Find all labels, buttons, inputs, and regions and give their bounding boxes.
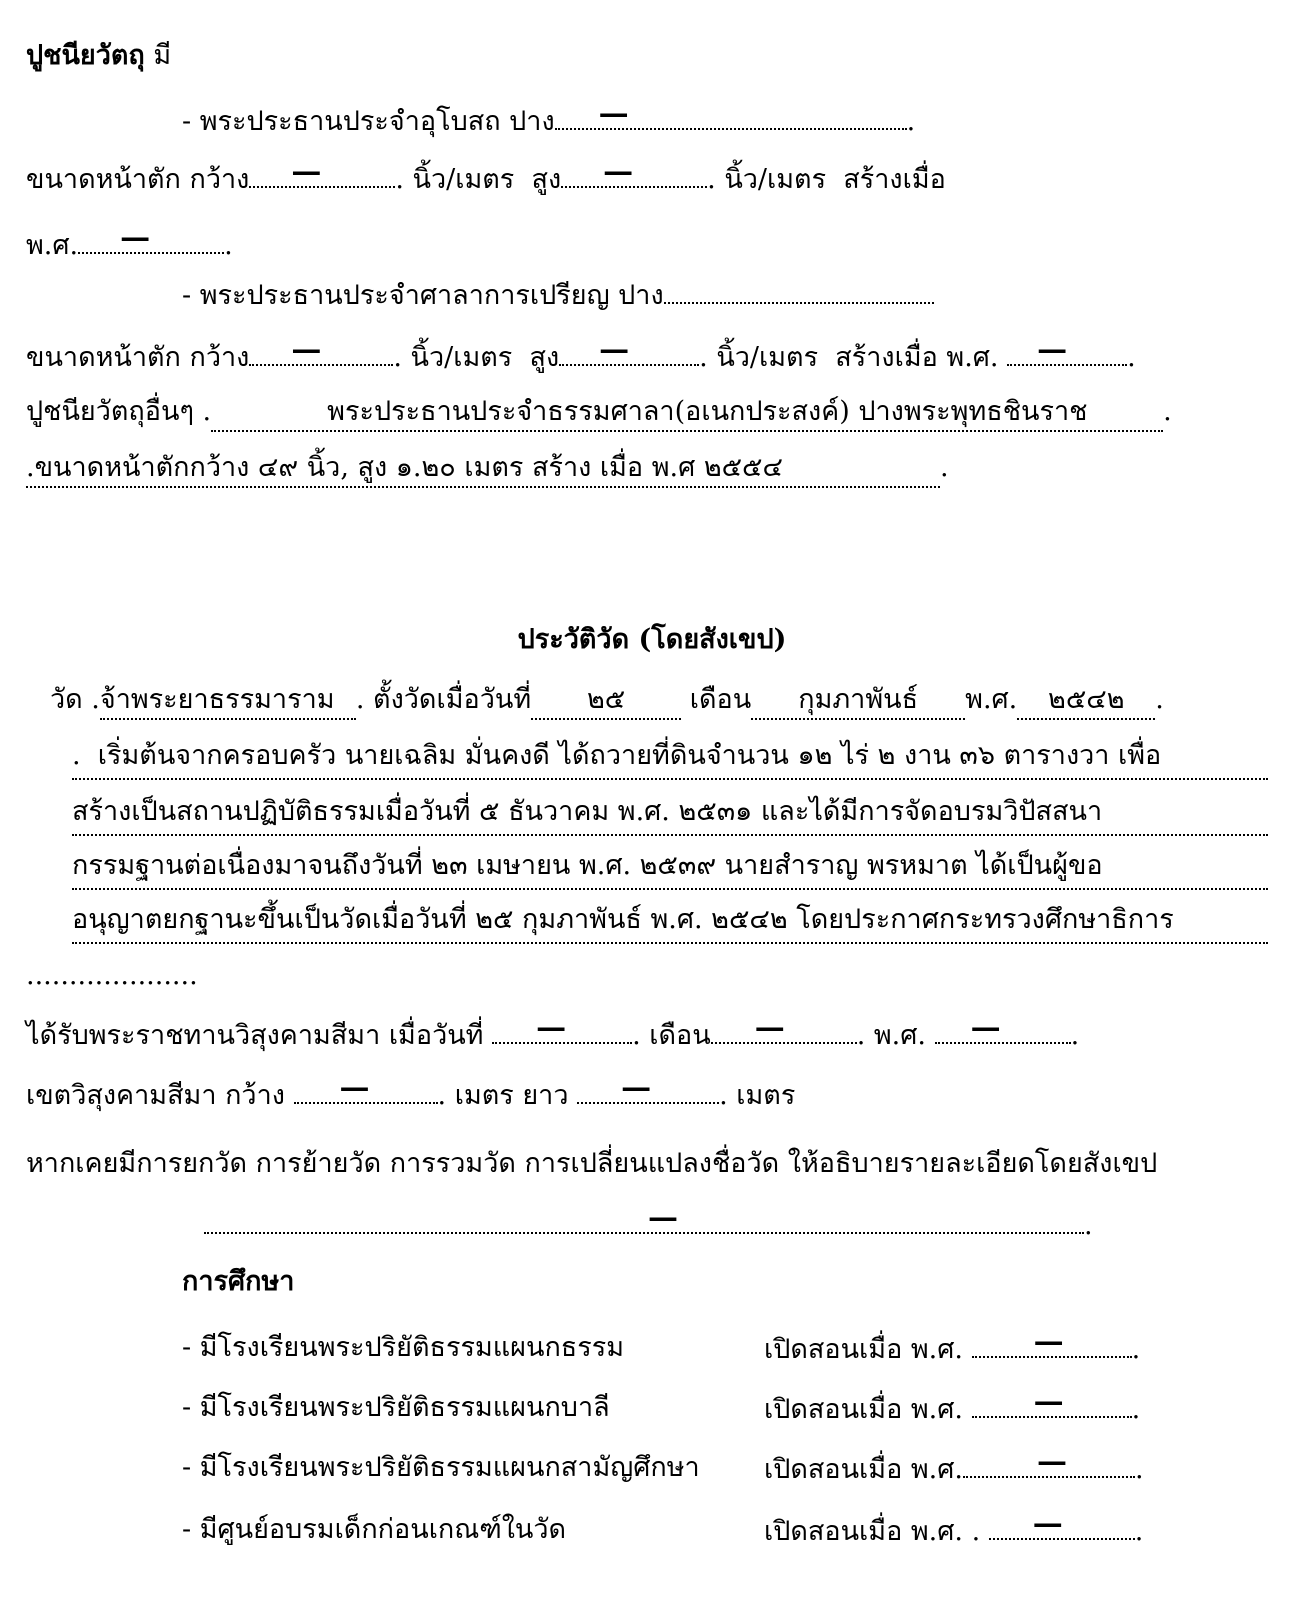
dash-mark: —	[970, 1010, 1001, 1045]
education-open-1: เปิดสอนเมื่อ พ.ศ. — .	[764, 1324, 1141, 1365]
sala-posture-field	[664, 276, 934, 304]
other-size: ขนาดหน้าตักกว้าง ๔๙ นิ้ว, สูง ๑.๒๐ เมตร สร้าง เมื่อ พ.ศ ๒๕๕๔	[34, 452, 783, 483]
changes-answer-field	[204, 1200, 1084, 1235]
objects-heading: ปูชนียวัตถุ	[26, 40, 145, 71]
other-objects-line: ปูชนียวัตถุอื่นๆ . พระประธานประจำธรรมศาลา(อเนกประสงค์) ปางพระพุทธชินราช .	[26, 394, 1172, 434]
ubosot-year-line: พ.ศ. — .	[26, 220, 233, 261]
built-label: สร้างเมื่อ	[843, 164, 946, 195]
open-label: เปิดสอนเมื่อ พ.ศ.	[764, 1394, 963, 1425]
sala-label: - พระประธานประจำศาลาการเปรียญ ปาง	[182, 280, 664, 311]
built-ps-label: สร้างเมื่อ พ.ศ.	[835, 342, 999, 373]
education-label: - มีโรงเรียนพระปริยัติธรรมแผนกบาลี	[182, 1392, 610, 1423]
ps-label: พ.ศ.	[26, 230, 79, 261]
wat-name-field	[100, 682, 356, 720]
year-field	[1017, 682, 1155, 720]
wisung-year-field	[935, 1010, 1071, 1045]
dash-mark: —	[120, 220, 151, 255]
month-value: กุมภาพันธ์	[798, 684, 919, 715]
history-para-line-1: . เริ่มต้นจากครอบครัว นายเฉลิม มั่นคงดี ได้ถวายที่ดินจำนวน ๑๒ ไร่ ๒ งาน ๓๖ ตารางวา เพื่อ	[72, 738, 1268, 780]
unit-label: นิ้ว/เมตร	[410, 342, 513, 373]
history-para-line-3	[72, 848, 1268, 890]
founded-label: ตั้งวัดเมื่อวันที่	[373, 684, 532, 715]
history-text: เริ่มต้นจากครอบครัว นายเฉลิม มั่นคงดี ได้ถวายที่ดินจำนวน ๑๒ ไร่ ๒ งาน ๓๖ ตารางวา เพื่อ	[97, 740, 1162, 771]
wisung-day-field	[492, 1010, 632, 1045]
history-para-line-4	[72, 902, 1268, 944]
dash-mark: —	[291, 332, 322, 367]
open-label: เปิดสอนเมื่อ พ.ศ.	[764, 1334, 963, 1365]
dash-mark: —	[1033, 1384, 1064, 1419]
dash-mark: —	[291, 154, 322, 189]
open-year-field	[963, 1444, 1135, 1479]
ubosot-line: - พระประธานประจำอุโบสถ ปาง — .	[182, 96, 916, 137]
history-heading: ประวัติวัด (โดยสังเขป)	[517, 624, 787, 655]
month-label: เดือน	[689, 684, 752, 715]
history-text: กรรมฐานต่อเนื่องมาจนถึงวันที่ ๒๓ เมษายน พ.ศ. ๒๕๓๙ นายสำราญ พรหมาต ได้เป็นผู้ขอ	[72, 850, 1103, 881]
wisung-month-field	[711, 1010, 857, 1045]
education-heading: การศึกษา	[182, 1266, 295, 1297]
changes-answer-line: — .	[204, 1206, 1093, 1246]
wat-founded-line: วัด .จ้าพระยาธรรมาราม . ตั้งวัดเมื่อวันที่ ๒๕ เดือน กุมภาพันธ์ พ.ศ. ๒๕๔๒ .	[50, 682, 1164, 722]
other-label: ปูชนียวัตถุอื่นๆ	[26, 396, 194, 427]
ubosot-posture-field	[555, 96, 907, 131]
wat-name: จ้าพระยาธรรมาราม	[99, 684, 335, 715]
dash-mark: —	[536, 1010, 567, 1045]
dash-mark: —	[1036, 1444, 1067, 1479]
dash-mark: —	[1037, 332, 1068, 367]
objects-heading-line	[26, 38, 171, 78]
wisung-line: ได้รับพระราชทานวิสุงคามสีมา เมื่อวันที่ — . เดือน — . พ.ศ. — .	[26, 1010, 1080, 1051]
history-trail: ....................	[26, 960, 198, 991]
dash-mark: —	[648, 1200, 678, 1235]
other-value-field	[211, 394, 1163, 432]
dash-mark: —	[598, 96, 629, 131]
objects-heading-suffix: มี	[153, 40, 172, 71]
ubosot-label: - พระประธานประจำอุโบสถ ปาง	[182, 106, 555, 137]
boundary-width-field	[294, 1070, 438, 1105]
education-open-3: เปิดสอนเมื่อ พ.ศ. — .	[764, 1444, 1144, 1485]
day-value: ๒๕	[587, 684, 626, 715]
dash-mark: —	[1033, 1324, 1064, 1359]
month-field	[751, 682, 965, 720]
education-label: - มีโรงเรียนพระปริยัติธรรมแผนกธรรม	[182, 1332, 625, 1363]
unit-label: นิ้ว/เมตร	[724, 164, 827, 195]
education-label: - มีศูนย์อบรมเด็กก่อนเกณฑ์ในวัด	[182, 1514, 567, 1545]
sala-size-line: ขนาดหน้าตัก กว้าง — . นิ้ว/เมตร สูง — . นิ้ว/เมตร สร้างเมื่อ พ.ศ. — .	[26, 332, 1136, 373]
history-para-line-2	[72, 794, 1268, 836]
width-field	[249, 154, 395, 189]
open-year-field	[972, 1324, 1132, 1359]
dash-mark: —	[621, 1070, 652, 1105]
boundary-length-field	[577, 1070, 719, 1105]
dash-mark: —	[339, 1070, 370, 1105]
dash-mark: —	[603, 154, 634, 189]
year-label: พ.ศ.	[965, 684, 1018, 715]
unit-label: นิ้ว/เมตร	[412, 164, 515, 195]
history-text: สร้างเป็นสถานปฏิบัติธรรมเมื่อวันที่ ๕ ธันวาคม พ.ศ. ๒๕๓๑ และได้มีการจัดอบรมวิปัสสนา	[72, 796, 1103, 827]
year-value: ๒๕๔๒	[1048, 684, 1125, 715]
width-field	[249, 332, 393, 367]
wat-label: วัด	[50, 684, 83, 715]
boundary-label: เขตวิสุงคามสีมา กว้าง	[26, 1080, 285, 1111]
day-field	[531, 682, 681, 720]
size-label: ขนาดหน้าตัก กว้าง	[26, 164, 250, 195]
height-field	[561, 154, 707, 189]
open-year-field	[989, 1506, 1135, 1541]
history-text: อนุญาตยกฐานะขึ้นเป็นวัดเมื่อวันที่ ๒๕ กุมภาพันธ์ พ.ศ. ๒๕๔๒ โดยประกาศกระทรวงศึกษาธิการ	[72, 904, 1174, 935]
education-item-2	[182, 1390, 610, 1430]
height-label: สูง	[529, 342, 560, 373]
ps-label: พ.ศ.	[873, 1020, 926, 1051]
open-label: เปิดสอนเมื่อ พ.ศ.	[764, 1454, 963, 1485]
education-open-4: เปิดสอนเมื่อ พ.ศ. . — .	[764, 1506, 1144, 1547]
education-label: - มีโรงเรียนพระปริยัติธรรมแผนกสามัญศึกษา	[182, 1452, 700, 1483]
height-label: สูง	[531, 164, 562, 195]
other-value: พระประธานประจำธรรมศาลา(อเนกประสงค์) ปางพระพุทธชินราช	[327, 396, 1088, 427]
open-label: เปิดสอนเมื่อ พ.ศ.	[764, 1516, 963, 1547]
other-size-field: .ขนาดหน้าตักกว้าง ๔๙ นิ้ว, สูง ๑.๒๐ เมตร สร้าง เมื่อ พ.ศ ๒๕๕๔	[26, 450, 940, 488]
size-label: ขนาดหน้าตัก กว้าง	[26, 342, 250, 373]
dash-mark: —	[754, 1010, 785, 1045]
wisung-label: ได้รับพระราชทานวิสุงคามสีมา เมื่อวันที่	[26, 1020, 484, 1051]
education-item-1	[182, 1330, 624, 1370]
education-open-2: เปิดสอนเมื่อ พ.ศ. — .	[764, 1384, 1141, 1425]
built-year-field	[1007, 332, 1127, 367]
ubosot-size-line: ขนาดหน้าตัก กว้าง — . นิ้ว/เมตร สูง — . นิ้ว/เมตร สร้างเมื่อ	[26, 154, 946, 195]
dash-mark: —	[599, 332, 630, 367]
education-item-3	[182, 1450, 700, 1490]
unit-label: นิ้ว/เมตร	[716, 342, 819, 373]
sala-line	[182, 276, 934, 316]
other-size-line: .ขนาดหน้าตักกว้าง ๔๙ นิ้ว, สูง ๑.๒๐ เมตร สร้าง เมื่อ พ.ศ ๒๕๕๔ .	[26, 450, 949, 490]
meter-length-label: เมตร ยาว	[454, 1080, 569, 1111]
meter-label: เมตร	[736, 1080, 796, 1111]
open-year-field	[972, 1384, 1132, 1419]
height-field	[559, 332, 699, 367]
changes-question: หากเคยมีการยกวัด การย้ายวัด การรวมวัด การเปลี่ยนแปลงชื่อวัด ให้อธิบายรายละเอียดโดยสังเขป	[26, 1148, 1158, 1179]
dash-mark: —	[1032, 1506, 1063, 1541]
boundary-line: เขตวิสุงคามสีมา กว้าง — . เมตร ยาว — . เมตร	[26, 1070, 796, 1111]
month-label: เดือน	[649, 1020, 711, 1051]
education-item-4	[182, 1512, 566, 1552]
